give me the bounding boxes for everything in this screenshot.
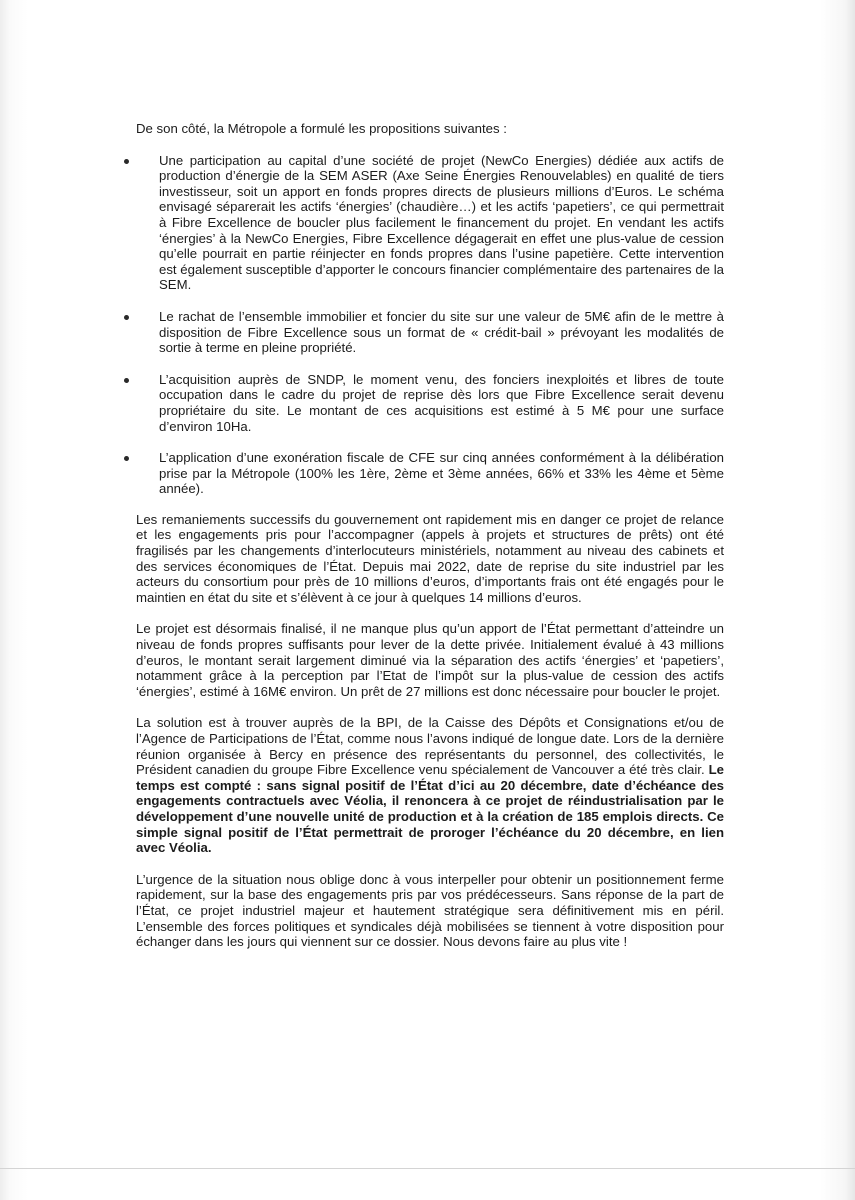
list-item — [136, 450, 724, 497]
deadline-emphasis: Le temps est compté : sans signal positif de l’État d’ici au 20 décembre, date d’échéance des engagements contractuels avec Véolia, il renoncera à ce projet de réindustrialisation par le développement d’une nouvelle unité de production et à la création de 185 emplois directs. Ce simple signal positif de l’État permettrait de proroger l’échéance du 20 décembre, en lien avec Véolia. — [136, 762, 724, 856]
intro-paragraph: De son côté, la Métropole a formulé les propositions suivantes : — [136, 121, 507, 136]
paragraph-solution — [136, 715, 724, 855]
solution-text: La solution est à trouver auprès de la BPI, de la Caisse des Dépôts et Consignations et/ou de l’Agence de Participations de l’État, comme nous l’avons indiqué de longue date. Lors de la dernière réunion organisée à Bercy en présence des représentants du personnel, des collectivités, le Président canadien du groupe Fibre Excellence venu spécialement de Vancouver a été très clair. — [136, 715, 724, 778]
bullet-icon — [124, 378, 129, 383]
paragraph-project-status: Le projet est désormais finalisé, il ne manque plus qu’un apport de l’État permettant d’atteindre un niveau de fonds propres suffisants pour lever de la dette privée. Initialement évalué à 43 millions d’euros, le montant serait largement diminué via la séparation des actifs ‘énergies’ et ‘papetiers’, notamment grâce à la perception par l’Etat de l’impôt sur la plus-value de cession des actifs ‘énergies’, estimé à 16M€ environ. Un prêt de 27 millions est donc nécessaire pour boucler le projet. — [136, 621, 724, 699]
bullet-icon — [124, 456, 129, 461]
page-bottom-edge — [0, 1168, 855, 1169]
list-item-text: Une participation au capital d’une société de projet (NewCo Energies) dédiée aux actifs de production d’énergie de la SEM ASER (Axe Seine Énergies Renouvelables) en qualité de tiers investisseur, soit un apport en fonds propres directs de plusieurs millions d’Euros. Le schéma envisagé séparerait les actifs ‘énergies’ (chaudière…) et les actifs ‘papetiers’, ce qui permettrait à Fibre Excellence de boucler plus facilement le financement du projet. En vendant les actifs ‘énergies’ à la NewCo Energies, Fibre Excellence dégagerait en effet une plus-value de cession qu’elle pourrait en partie réinjecter en fonds propres dans l’usine papetière. Cette intervention est également susceptible d’apporter le concours financier complémentaire des partenaires de la SEM. — [159, 152, 724, 293]
bullet-icon — [124, 315, 129, 320]
list-item-text: L’acquisition auprès de SNDP, le moment venu, des fonciers inexploités et libres de toute occupation dans le cadre du projet de reprise dès lors que Fibre Excellence serait devenu propriétaire du site. Le montant de ces acquisitions est estimé à 5 M€ pour une surface d’environ 10Ha. — [159, 371, 724, 434]
list-item — [136, 309, 724, 356]
list-item — [136, 372, 724, 434]
paragraph-government: Les remaniements successifs du gouvernement ont rapidement mis en danger ce projet de relance et les engagements pris pour l’accompagner (appels à projets et structures de prêts) ont été fragilisés par les changements d’interlocuteurs ministériels, notamment au niveau des cabinets et des services économiques de l’État. Depuis mai 2022, date de reprise du site industriel par les acteurs du consortium pour près de 10 millions d’euros, d’importants frais ont été engagés pour le maintien en état du site et s’élèvent à ce jour à quelques 14 millions d’euros. — [136, 511, 724, 605]
list-item — [136, 153, 724, 293]
list-item-text: Le rachat de l’ensemble immobilier et foncier du site sur une valeur de 5M€ afin de le mettre à disposition de Fibre Excellence sous un format de « crédit-bail » prévoyant les modalités de sortie à terme en pleine propriété. — [159, 308, 724, 356]
list-item-text: L’application d’une exonération fiscale de CFE sur cinq années conformément à la délibération prise par la Métropole (100% les 1ère, 2ème et 3ème années, 66% et 33% les 4ème et 5ème année). — [159, 450, 724, 497]
paragraph-urgency: L’urgence de la situation nous oblige donc à vous interpeller pour obtenir un positionnement ferme rapidement, sur la base des engagements pris par vos prédécesseurs. Sans réponse de la part de l’État, ce projet industriel majeur et hautement stratégique sera définitivement mis en péril. L’ensemble des forces politiques et syndicales déjà mobilisées se tiennent à votre disposition pour échanger dans les jours qui viennent sur ce dossier. Nous devons faire au plus vite ! — [136, 871, 724, 950]
bullet-icon — [124, 159, 129, 164]
proposals-list — [136, 153, 724, 497]
letter-body — [136, 121, 724, 950]
